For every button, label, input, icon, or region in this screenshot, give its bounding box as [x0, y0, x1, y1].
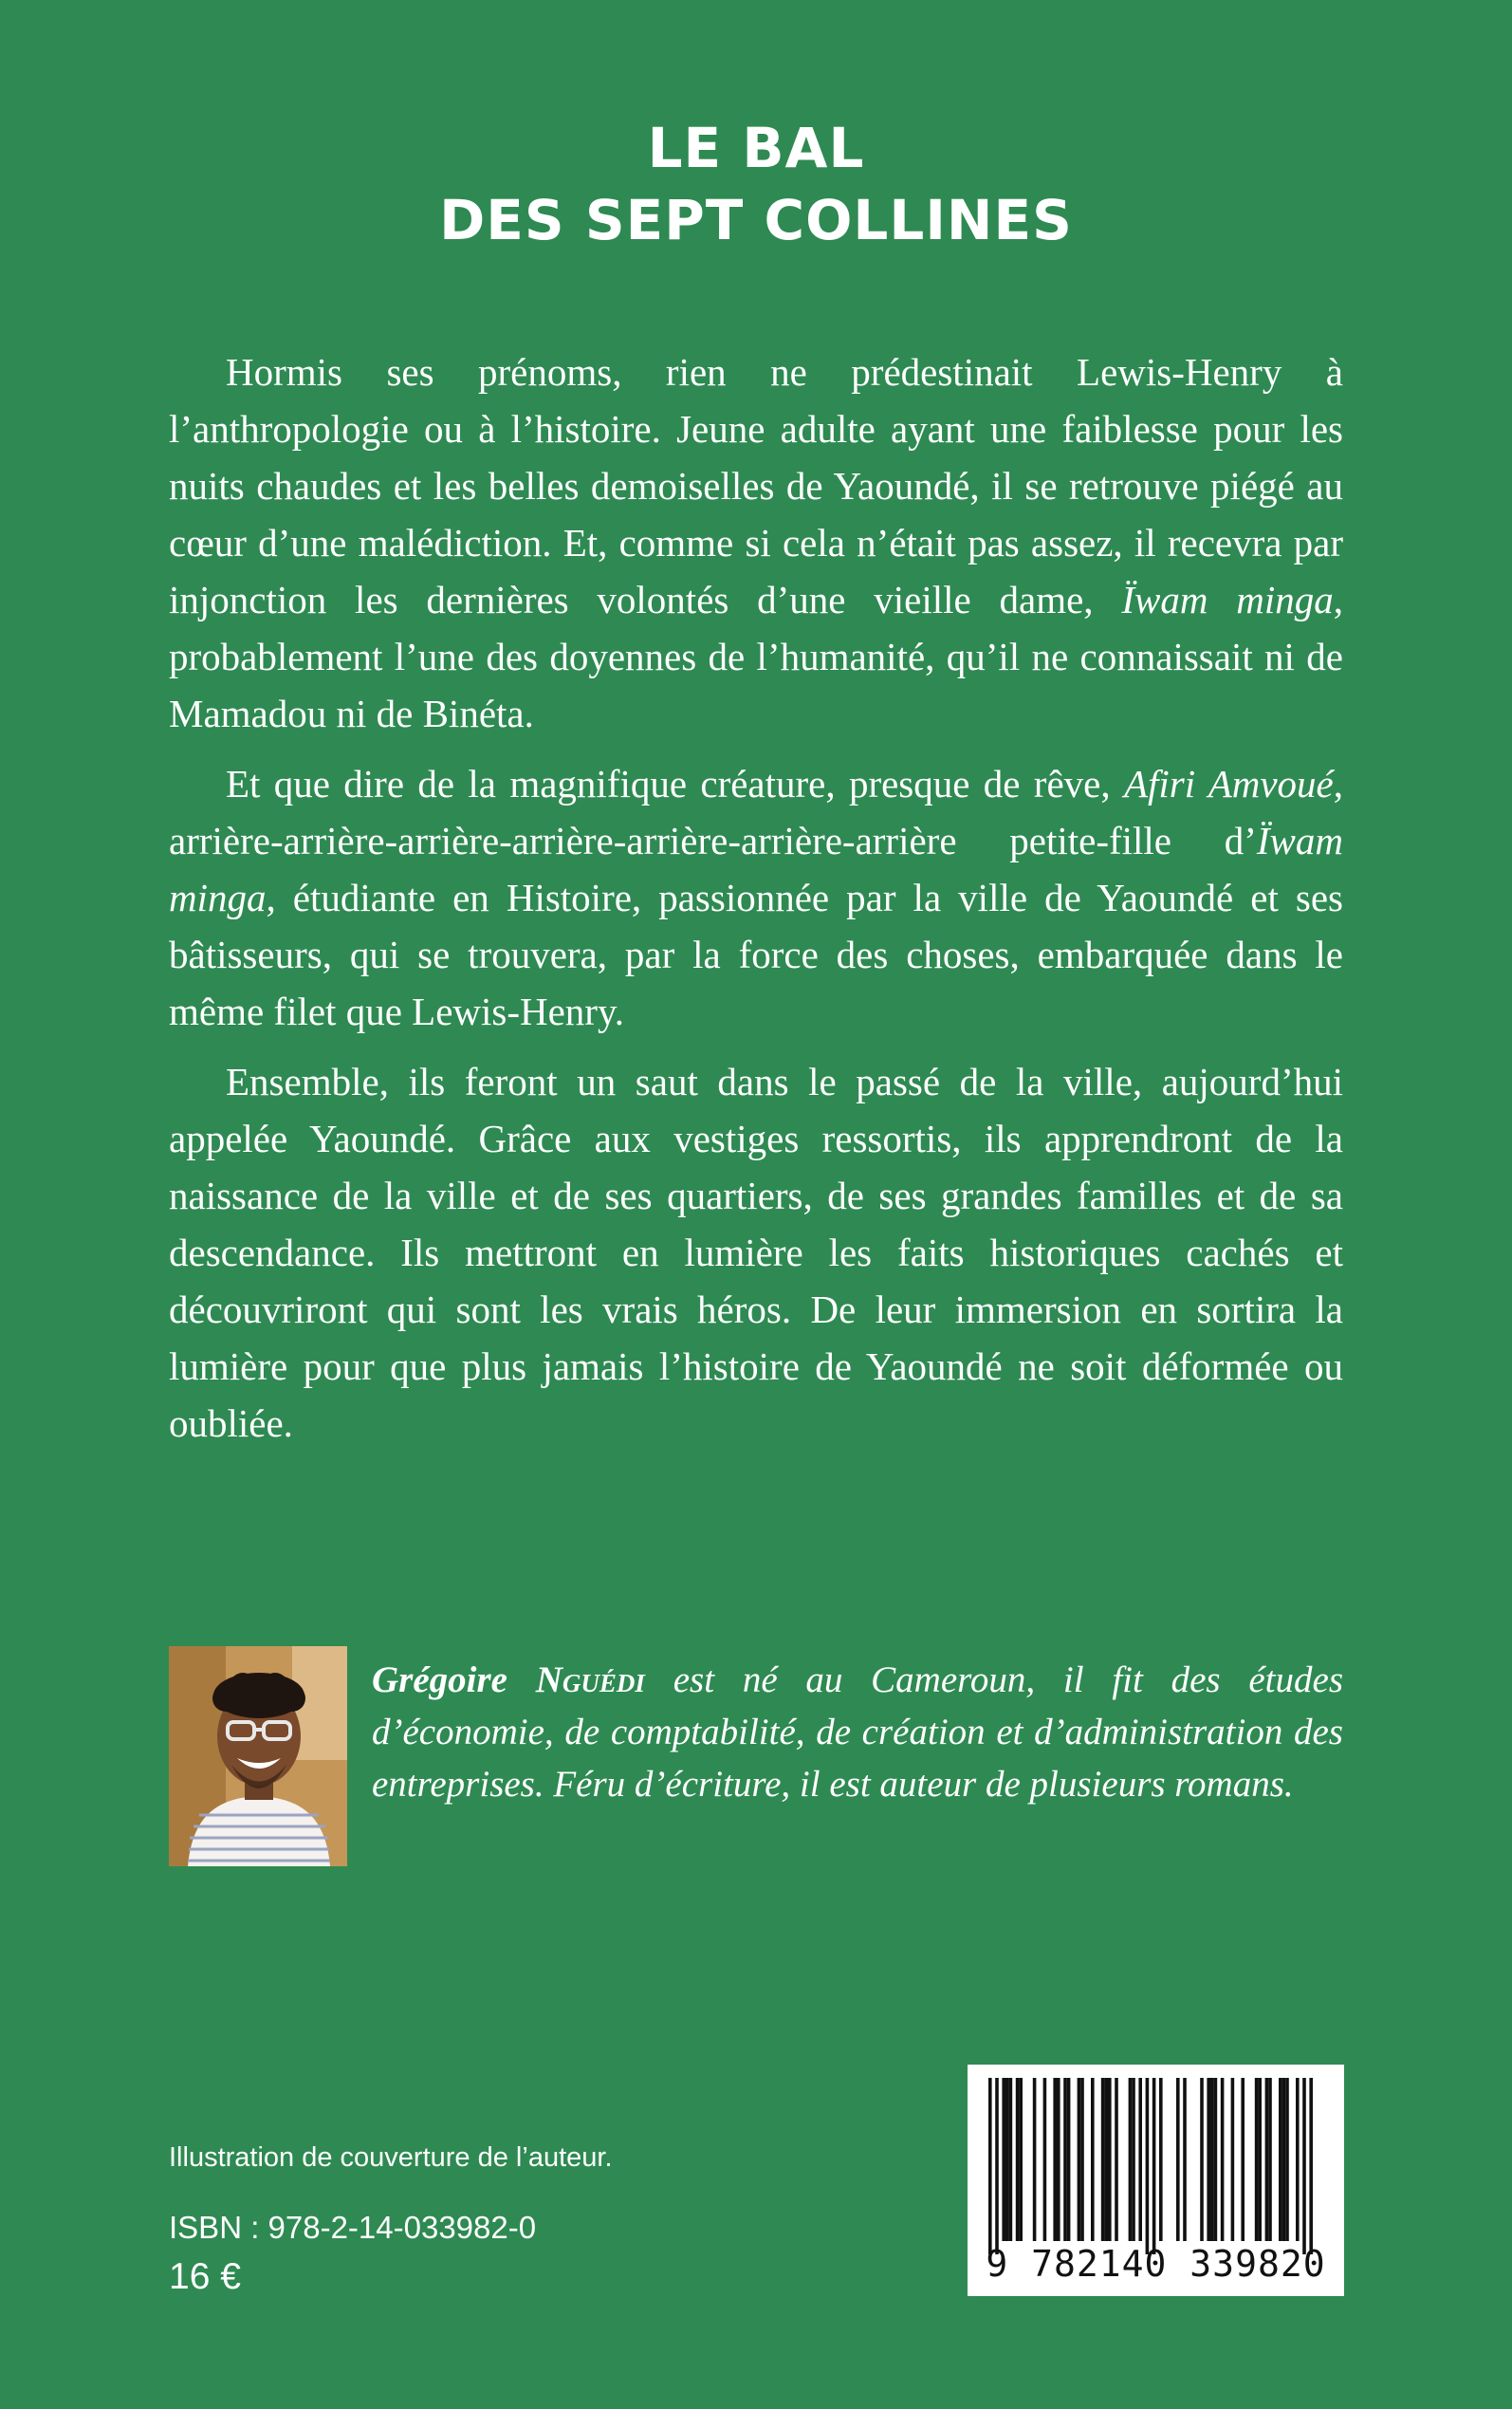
- barcode-bar: [1002, 2078, 1005, 2241]
- author-first-name: Grégoire: [372, 1659, 507, 1700]
- barcode-bar: [1207, 2078, 1210, 2241]
- title-line-2: DES SEPT COLLINES: [439, 188, 1073, 252]
- blurb-paragraph-3: Ensemble, ils feront un saut dans le passé de la ville, aujourd’hui appelée Yaoundé. Grâce aux vestiges ressortis, ils apprendront de la naissance de la ville et de ses quartiers, de ses grandes familles et de sa descendance. Ils mettront en lumière les faits historiques cachés et découvriront qui sont les vrais héros. De leur immersion en sortira la lumière pour que plus jamais l’histoire de Yaoundé ne soit déformée ou oubliée.: [169, 1060, 1343, 1445]
- author-photo: [169, 1646, 347, 1866]
- barcode-bar: [1019, 2078, 1023, 2241]
- barcode-bar: [1080, 2078, 1084, 2241]
- barcode-bar: [1129, 2078, 1133, 2241]
- barcode-bar: [1005, 2078, 1009, 2241]
- author-last-name: Nguédi: [535, 1659, 645, 1700]
- barcode-bar: [1063, 2078, 1067, 2241]
- barcode-bar: [1183, 2078, 1187, 2241]
- barcode-bar: [1258, 2078, 1262, 2241]
- barcode-bar: [1078, 2078, 1081, 2241]
- blurb-p1-text: Hormis ses prénoms, rien ne prédestinait Lewis-Henry à l’anthropologie ou à l’histoire. Jeune adulte ayant une faiblesse pour les nuits chaudes et les belles demoiselles de Yaoundé, il se retrouve piégé au cœur d’une malédiction. Et, comme si cela n’était pas assez, il recevra par injonction les dernières volontés d’une vieille dame,: [169, 350, 1343, 621]
- barcode-bar: [1214, 2078, 1218, 2241]
- barcode-bar: [1115, 2078, 1118, 2241]
- barcode-bar: [1159, 2078, 1163, 2241]
- barcode-bar: [1108, 2078, 1112, 2241]
- barcode-bar: [1033, 2078, 1037, 2241]
- blurb-p2-name2: Ïwam minga: [169, 819, 1343, 919]
- blurb-p2-start: Et que dire de la magnifique créature, presque de rêve,: [226, 762, 1124, 806]
- barcode-bar: [1302, 2078, 1306, 2254]
- barcode: [968, 2065, 1344, 2296]
- barcode-bar: [1210, 2078, 1214, 2241]
- back-cover-blurb: [169, 343, 1343, 1465]
- blurb-p2-name: Afiri Amvoué: [1123, 762, 1334, 806]
- blurb-p1-name: Ïwam minga: [1121, 578, 1334, 621]
- barcode-bar: [1152, 2078, 1156, 2254]
- book-title: [0, 112, 1512, 256]
- price: 16 €: [169, 2256, 241, 2297]
- barcode-bar: [1043, 2078, 1047, 2241]
- barcode-bar: [1091, 2078, 1095, 2241]
- barcode-digits: 9 782140 339820: [986, 2243, 1326, 2285]
- barcode-bar: [1309, 2078, 1313, 2254]
- blurb-p1-end: , probablement l’une des doyennes de l’humanité, qu’il ne connaissait ni de Mamadou ni de Binéta.: [169, 578, 1344, 735]
- barcode-bar: [1101, 2078, 1105, 2241]
- barcode-bar: [988, 2078, 992, 2254]
- barcode-bar: [1200, 2078, 1204, 2241]
- author-bio: [372, 1654, 1343, 1810]
- blurb-p2-end: , étudiante en Histoire, passionnée par la ville de Yaoundé et ses bâtisseurs, qui se trouvera, par la force des choses, embarquée dans le même filet que Lewis-Henry.: [169, 876, 1343, 1033]
- author-bio-text: est né au Cameroun, il fit des études d’économie, de comptabilité, de création et d’administration des entreprises. Féru d’écriture, il est auteur de plusieurs romans.: [372, 1659, 1344, 1805]
- barcode-bar: [1053, 2078, 1057, 2241]
- barcode-bar: [1009, 2078, 1013, 2241]
- barcode-bar: [1016, 2078, 1020, 2241]
- author-portrait-icon: [169, 1646, 347, 1866]
- blurb-paragraph-2: [169, 755, 1343, 1040]
- isbn: ISBN : 978-2-14-033982-0: [169, 2210, 537, 2245]
- barcode-bar: [1296, 2078, 1300, 2241]
- barcode-bar: [1265, 2078, 1269, 2241]
- barcode-bar: [1067, 2078, 1071, 2241]
- barcode-bar: [1255, 2078, 1259, 2241]
- barcode-bar: [1241, 2078, 1245, 2241]
- barcode-bar: [1176, 2078, 1180, 2241]
- barcode-bar: [1104, 2078, 1108, 2241]
- barcode-bar: [1057, 2078, 1060, 2241]
- barcode-bar: [1282, 2078, 1286, 2241]
- barcode-bar: [1268, 2078, 1272, 2241]
- barcode-bar: [1285, 2078, 1289, 2241]
- blurb-paragraph-1: [169, 343, 1343, 742]
- barcode-bar: [1132, 2078, 1135, 2241]
- barcode-bar: [1146, 2078, 1150, 2254]
- title-line-1: LE BAL: [647, 116, 865, 180]
- barcode-bar: [1138, 2078, 1142, 2241]
- barcode-bar: [995, 2078, 999, 2254]
- barcode-bar: [1231, 2078, 1235, 2241]
- author-section: [169, 1646, 1343, 1869]
- blurb-p2-mid: , arrière-arrière-arrière-arrière-arrière-arrière-arrière petite-fille d’: [169, 762, 1343, 862]
- barcode-bar: [1221, 2078, 1225, 2241]
- barcode-bar: [1279, 2078, 1282, 2241]
- illustration-credit: Illustration de couverture de l’auteur.: [169, 2142, 613, 2173]
